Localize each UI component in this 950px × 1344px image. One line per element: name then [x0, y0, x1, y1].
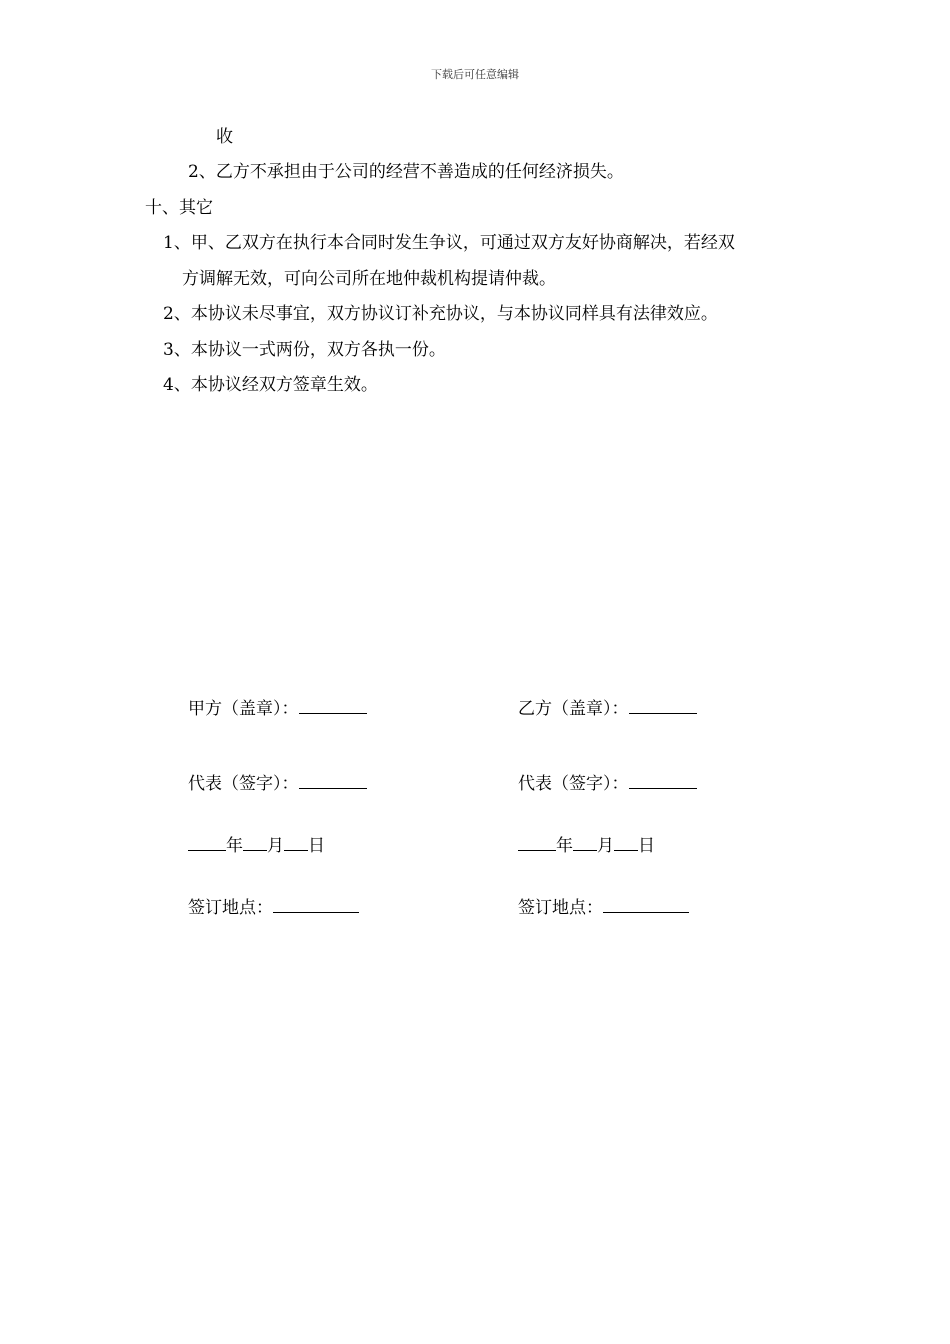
party-a-day-label: 日 [308, 836, 325, 856]
party-b-rep-blank[interactable] [629, 772, 697, 789]
page-header: 下载后可任意编辑 [431, 68, 519, 81]
party-b-seal-label: 乙方（盖章）： [518, 699, 629, 719]
party-a-rep-blank[interactable] [299, 772, 367, 789]
clause-10-4: 4、本协议经双方签章生效。 [163, 375, 378, 395]
party-b-place-label: 签订地点： [518, 898, 603, 918]
party-b-year-label: 年 [556, 836, 573, 856]
party-b-date-row [518, 834, 655, 857]
party-b-year-blank[interactable] [518, 834, 556, 851]
party-b-rep-row [518, 772, 697, 795]
party-b-day-blank[interactable] [614, 834, 638, 851]
party-a-place-row [188, 896, 359, 919]
party-a-seal-label: 甲方（盖章）： [188, 699, 299, 719]
party-a-year-label: 年 [226, 836, 243, 856]
party-a-place-blank[interactable] [273, 896, 359, 913]
party-a-place-label: 签订地点： [188, 898, 273, 918]
party-b-month-label: 月 [597, 836, 614, 856]
party-b-month-blank[interactable] [573, 834, 597, 851]
clause-10-3: 3、本协议一式两份，双方各执一份。 [163, 340, 446, 360]
party-a-month-label: 月 [267, 836, 284, 856]
party-b-place-blank[interactable] [603, 896, 689, 913]
party-a-seal-blank[interactable] [299, 697, 367, 714]
party-a-date-row [188, 834, 325, 857]
party-a-rep-row [188, 772, 367, 795]
party-a-seal-row [188, 697, 367, 720]
party-b-rep-label: 代表（签字）： [518, 774, 629, 794]
clause-9-2: 2、乙方不承担由于公司的经营不善造成的任何经济损失。 [188, 162, 624, 182]
party-b-seal-blank[interactable] [629, 697, 697, 714]
clause-10-1-line2: 方调解无效，可向公司所在地仲裁机构提请仲裁。 [182, 269, 556, 289]
party-b-day-label: 日 [638, 836, 655, 856]
clause-10-2: 2、本协议未尽事宜，双方协议订补充协议，与本协议同样具有法律效应。 [163, 304, 718, 324]
party-a-month-blank[interactable] [243, 834, 267, 851]
continued-line: 收 [216, 127, 233, 147]
clause-10-1-line1: 1、甲、乙双方在执行本合同时发生争议，可通过双方友好协商解决，若经双 [163, 233, 735, 253]
party-b-seal-row [518, 697, 697, 720]
party-b-place-row [518, 896, 689, 919]
party-a-day-blank[interactable] [284, 834, 308, 851]
party-a-rep-label: 代表（签字）： [188, 774, 299, 794]
section-10-title: 十、其它 [145, 198, 213, 218]
party-a-year-blank[interactable] [188, 834, 226, 851]
